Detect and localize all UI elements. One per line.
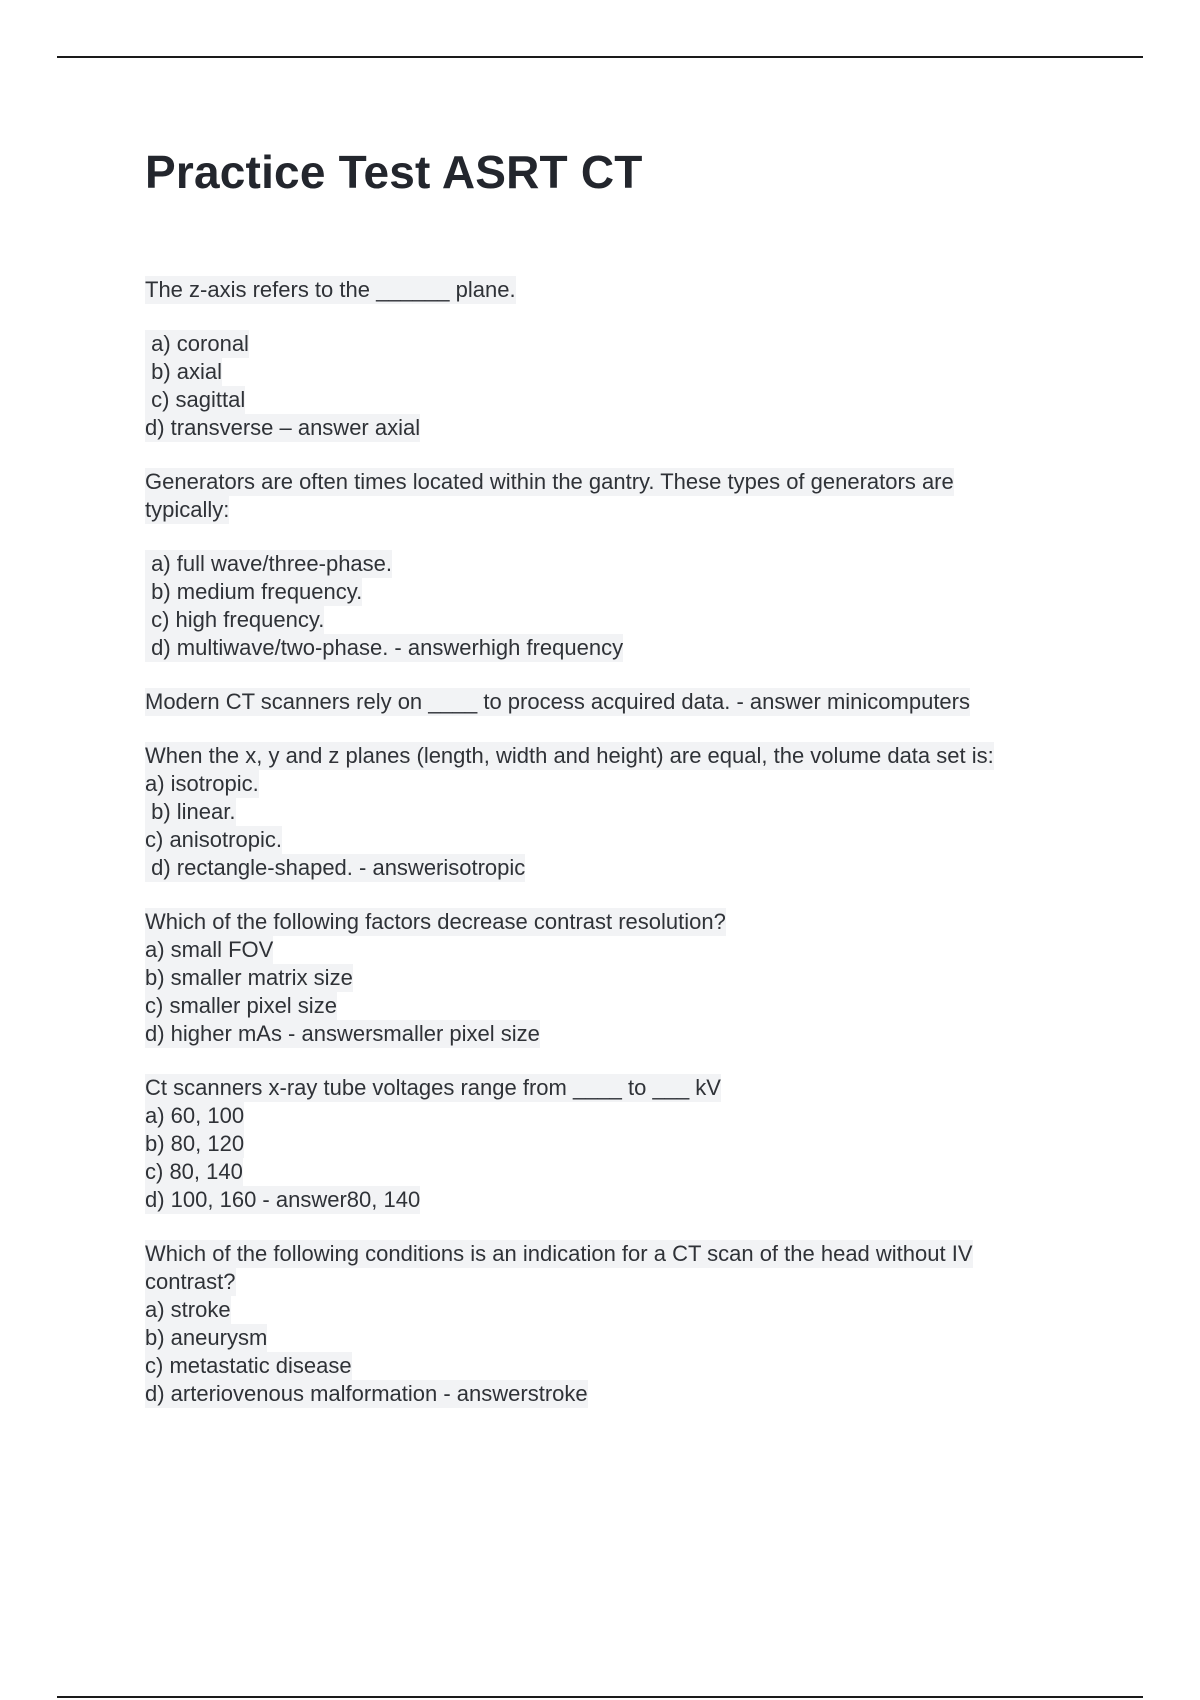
top-divider bbox=[57, 56, 1143, 58]
answer-option-text: d) 100, 160 - answer80, 140 bbox=[145, 1187, 421, 1212]
answer-option bbox=[145, 550, 1085, 578]
question-stem-text: Generators are often times located within the gantry. These types of generators are bbox=[145, 469, 954, 494]
answer-option bbox=[145, 1324, 1085, 1352]
answer-option-text: c) anisotropic. bbox=[145, 827, 282, 852]
answer-option-text: b) axial bbox=[145, 359, 223, 384]
answer-option bbox=[145, 1380, 1085, 1408]
answer-option bbox=[145, 634, 1085, 662]
bottom-divider bbox=[57, 1696, 1143, 1698]
answer-option-text: c) 80, 140 bbox=[145, 1159, 243, 1184]
answer-option bbox=[145, 992, 1085, 1020]
question-stem bbox=[145, 1074, 1085, 1102]
answer-option-text: c) high frequency. bbox=[145, 607, 325, 632]
question-block bbox=[145, 1240, 1085, 1408]
question-stem-text: When the x, y and z planes (length, width and height) are equal, the volume data set is: bbox=[145, 743, 994, 768]
answer-option-text: b) smaller matrix size bbox=[145, 965, 353, 990]
answer-option-text: d) higher mAs - answersmaller pixel size bbox=[145, 1021, 540, 1046]
answer-option bbox=[145, 826, 1085, 854]
page-title: Practice Test ASRT CT bbox=[145, 146, 643, 198]
question-block bbox=[145, 276, 1085, 442]
answer-option bbox=[145, 798, 1085, 826]
question-stem-text: typically: bbox=[145, 497, 230, 522]
answer-option-text: d) multiwave/two-phase. - answerhigh frequency bbox=[145, 635, 624, 660]
document-page bbox=[145, 140, 1085, 1434]
question-stem bbox=[145, 742, 1085, 770]
question-block bbox=[145, 688, 1085, 716]
question-stem-text: Modern CT scanners rely on ____ to process acquired data. - answer minicomputers bbox=[145, 689, 970, 714]
answer-option-text: d) rectangle-shaped. - answerisotropic bbox=[145, 855, 526, 880]
spacer bbox=[145, 304, 1085, 330]
question-stem bbox=[145, 908, 1085, 936]
answer-option-text: a) full wave/three-phase. bbox=[145, 551, 393, 576]
answer-option bbox=[145, 358, 1085, 386]
question-stem bbox=[145, 276, 1085, 304]
answer-option-text: a) coronal bbox=[145, 331, 249, 356]
answer-option-text: c) metastatic disease bbox=[145, 1353, 352, 1378]
answer-option-text: c) sagittal bbox=[145, 387, 246, 412]
answer-option bbox=[145, 386, 1085, 414]
answer-option bbox=[145, 414, 1085, 442]
answer-option bbox=[145, 1102, 1085, 1130]
answer-option bbox=[145, 578, 1085, 606]
answer-option bbox=[145, 1020, 1085, 1048]
answer-option bbox=[145, 330, 1085, 358]
answer-option bbox=[145, 1130, 1085, 1158]
answer-option-text: b) aneurysm bbox=[145, 1325, 268, 1350]
question-block bbox=[145, 468, 1085, 662]
answer-option-text: a) stroke bbox=[145, 1297, 231, 1322]
answer-option bbox=[145, 1186, 1085, 1214]
answer-option bbox=[145, 964, 1085, 992]
question-block bbox=[145, 742, 1085, 882]
question-block bbox=[145, 908, 1085, 1048]
question-stem bbox=[145, 1240, 1085, 1268]
question-stem bbox=[145, 468, 1085, 496]
answer-option-text: c) smaller pixel size bbox=[145, 993, 337, 1018]
question-list bbox=[145, 276, 1085, 1408]
answer-option bbox=[145, 770, 1085, 798]
answer-option-text: a) isotropic. bbox=[145, 771, 259, 796]
question-stem bbox=[145, 688, 1085, 716]
spacer bbox=[145, 524, 1085, 550]
question-stem bbox=[145, 1268, 1085, 1296]
answer-option-text: a) small FOV bbox=[145, 937, 274, 962]
answer-option-text: b) linear. bbox=[145, 799, 236, 824]
answer-option bbox=[145, 1352, 1085, 1380]
answer-option bbox=[145, 1158, 1085, 1186]
answer-option-text: b) medium frequency. bbox=[145, 579, 363, 604]
question-stem-text: Which of the following factors decrease contrast resolution? bbox=[145, 909, 726, 934]
answer-option-text: d) arteriovenous malformation - answerstroke bbox=[145, 1381, 588, 1406]
answer-option bbox=[145, 1296, 1085, 1324]
answer-option-text: d) transverse – answer axial bbox=[145, 415, 421, 440]
answer-option bbox=[145, 936, 1085, 964]
question-block bbox=[145, 1074, 1085, 1214]
question-stem bbox=[145, 496, 1085, 524]
answer-option-text: b) 80, 120 bbox=[145, 1131, 245, 1156]
answer-option bbox=[145, 854, 1085, 882]
question-stem-text: Which of the following conditions is an indication for a CT scan of the head without IV bbox=[145, 1241, 973, 1266]
question-stem-text: The z-axis refers to the ______ plane. bbox=[145, 277, 516, 302]
question-stem-text: contrast? bbox=[145, 1269, 236, 1294]
question-stem-text: Ct scanners x-ray tube voltages range from ____ to ___ kV bbox=[145, 1075, 721, 1100]
answer-option bbox=[145, 606, 1085, 634]
answer-option-text: a) 60, 100 bbox=[145, 1103, 245, 1128]
